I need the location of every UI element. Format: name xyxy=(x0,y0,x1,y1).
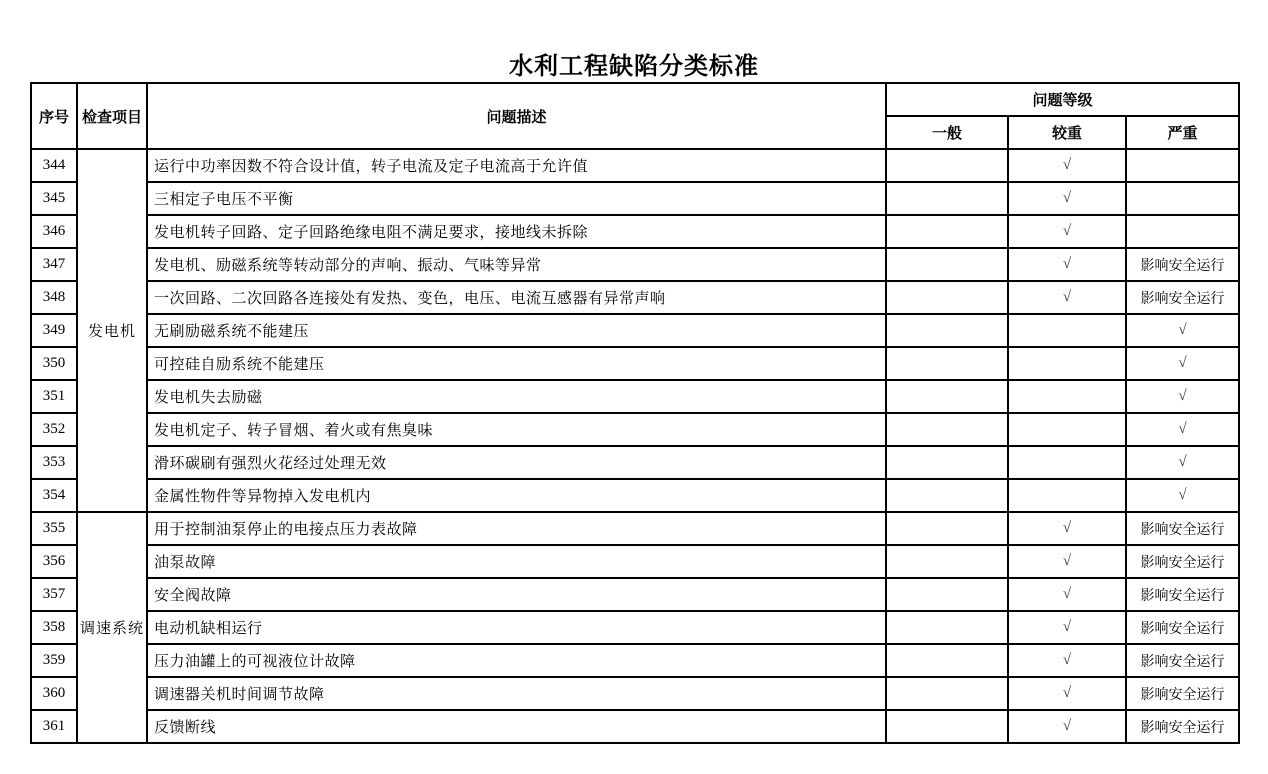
level-moderate-cell: √ xyxy=(1008,215,1126,248)
table-row xyxy=(31,347,1239,380)
level-general-cell xyxy=(886,314,1008,347)
level-general-cell xyxy=(886,347,1008,380)
problem-description-cell: 调速器关机时间调节故障 xyxy=(147,677,886,710)
row-serial-number: 359 xyxy=(31,644,77,677)
table-row xyxy=(31,281,1239,314)
table-row xyxy=(31,149,1239,182)
level-severe-cell: 影响安全运行 xyxy=(1126,512,1239,545)
problem-description-cell: 无刷励磁系统不能建压 xyxy=(147,314,886,347)
row-serial-number: 353 xyxy=(31,446,77,479)
level-general-cell xyxy=(886,611,1008,644)
problem-description-cell: 安全阀故障 xyxy=(147,578,886,611)
level-severe-cell xyxy=(1126,215,1239,248)
level-severe-cell xyxy=(1126,182,1239,215)
level-moderate-cell: √ xyxy=(1008,149,1126,182)
row-serial-number: 357 xyxy=(31,578,77,611)
row-serial-number: 349 xyxy=(31,314,77,347)
level-severe-cell: 影响安全运行 xyxy=(1126,248,1239,281)
level-general-cell xyxy=(886,149,1008,182)
level-general-cell xyxy=(886,413,1008,446)
level-general-cell xyxy=(886,644,1008,677)
level-moderate-cell xyxy=(1008,314,1126,347)
problem-description-cell: 压力油罐上的可视液位计故障 xyxy=(147,644,886,677)
row-serial-number: 345 xyxy=(31,182,77,215)
level-general-cell xyxy=(886,248,1008,281)
level-moderate-cell: √ xyxy=(1008,281,1126,314)
row-serial-number: 350 xyxy=(31,347,77,380)
level-moderate-cell xyxy=(1008,479,1126,512)
problem-description-cell: 金属性物件等异物掉入发电机内 xyxy=(147,479,886,512)
table-row xyxy=(31,710,1239,743)
level-severe-cell: 影响安全运行 xyxy=(1126,611,1239,644)
table-row xyxy=(31,446,1239,479)
level-moderate-cell: √ xyxy=(1008,545,1126,578)
row-serial-number: 360 xyxy=(31,677,77,710)
row-serial-number: 358 xyxy=(31,611,77,644)
problem-description-cell: 油泵故障 xyxy=(147,545,886,578)
table-row xyxy=(31,314,1239,347)
table-row xyxy=(31,380,1239,413)
defect-classification-table xyxy=(30,82,1240,744)
level-moderate-cell: √ xyxy=(1008,644,1126,677)
problem-description-cell: 运行中功率因数不符合设计值，转子电流及定子电流高于允许值 xyxy=(147,149,886,182)
table-row xyxy=(31,512,1239,545)
level-moderate-cell: √ xyxy=(1008,578,1126,611)
inspection-item-group: 发电机 xyxy=(77,149,147,512)
level-moderate-cell: √ xyxy=(1008,182,1126,215)
header-serial-number: 序号 xyxy=(31,83,77,149)
level-severe-cell: √ xyxy=(1126,314,1239,347)
level-severe-cell xyxy=(1126,149,1239,182)
header-level-moderate: 较重 xyxy=(1008,116,1126,149)
level-severe-cell: 影响安全运行 xyxy=(1126,644,1239,677)
row-serial-number: 347 xyxy=(31,248,77,281)
problem-description-cell: 三相定子电压不平衡 xyxy=(147,182,886,215)
row-serial-number: 354 xyxy=(31,479,77,512)
header-problem-description: 问题描述 xyxy=(147,83,886,149)
problem-description-cell: 电动机缺相运行 xyxy=(147,611,886,644)
problem-description-cell: 可控硅自励系统不能建压 xyxy=(147,347,886,380)
table-row xyxy=(31,611,1239,644)
inspection-item-group: 调速系统 xyxy=(77,512,147,743)
row-serial-number: 351 xyxy=(31,380,77,413)
row-serial-number: 348 xyxy=(31,281,77,314)
level-severe-cell: √ xyxy=(1126,446,1239,479)
row-serial-number: 352 xyxy=(31,413,77,446)
problem-description-cell: 发电机定子、转子冒烟、着火或有焦臭味 xyxy=(147,413,886,446)
table-row xyxy=(31,677,1239,710)
level-general-cell xyxy=(886,710,1008,743)
header-inspection-item: 检查项目 xyxy=(77,83,147,149)
level-severe-cell: 影响安全运行 xyxy=(1126,710,1239,743)
table-row xyxy=(31,413,1239,446)
level-general-cell xyxy=(886,479,1008,512)
level-severe-cell: 影响安全运行 xyxy=(1126,578,1239,611)
level-general-cell xyxy=(886,281,1008,314)
level-moderate-cell: √ xyxy=(1008,677,1126,710)
row-serial-number: 356 xyxy=(31,545,77,578)
level-moderate-cell: √ xyxy=(1008,248,1126,281)
table-row xyxy=(31,182,1239,215)
header-level-general: 一般 xyxy=(886,116,1008,149)
row-serial-number: 355 xyxy=(31,512,77,545)
level-severe-cell: 影响安全运行 xyxy=(1126,545,1239,578)
level-severe-cell: √ xyxy=(1126,479,1239,512)
table-row xyxy=(31,578,1239,611)
problem-description-cell: 滑环碳刷有强烈火花经过处理无效 xyxy=(147,446,886,479)
table-row xyxy=(31,545,1239,578)
problem-description-cell: 用于控制油泵停止的电接点压力表故障 xyxy=(147,512,886,545)
level-moderate-cell: √ xyxy=(1008,512,1126,545)
level-severe-cell: √ xyxy=(1126,380,1239,413)
level-general-cell xyxy=(886,215,1008,248)
problem-description-cell: 发电机失去励磁 xyxy=(147,380,886,413)
level-severe-cell: √ xyxy=(1126,347,1239,380)
level-general-cell xyxy=(886,677,1008,710)
level-moderate-cell xyxy=(1008,380,1126,413)
page-title: 水利工程缺陷分类标准 xyxy=(509,53,759,80)
level-general-cell xyxy=(886,512,1008,545)
table-row xyxy=(31,215,1239,248)
level-moderate-cell xyxy=(1008,413,1126,446)
level-general-cell xyxy=(886,578,1008,611)
row-serial-number: 346 xyxy=(31,215,77,248)
header-problem-level: 问题等级 xyxy=(886,83,1239,116)
table-body xyxy=(31,149,1239,743)
level-general-cell xyxy=(886,545,1008,578)
level-general-cell xyxy=(886,380,1008,413)
problem-description-cell: 一次回路、二次回路各连接处有发热、变色，电压、电流互感器有异常声响 xyxy=(147,281,886,314)
problem-description-cell: 发电机、励磁系统等转动部分的声响、振动、气味等异常 xyxy=(147,248,886,281)
table-row xyxy=(31,479,1239,512)
level-moderate-cell: √ xyxy=(1008,611,1126,644)
level-general-cell xyxy=(886,446,1008,479)
level-general-cell xyxy=(886,182,1008,215)
level-moderate-cell xyxy=(1008,347,1126,380)
problem-description-cell: 发电机转子回路、定子回路绝缘电阻不满足要求，接地线未拆除 xyxy=(147,215,886,248)
level-moderate-cell xyxy=(1008,446,1126,479)
level-severe-cell: 影响安全运行 xyxy=(1126,677,1239,710)
header-row-main xyxy=(31,83,1239,116)
level-severe-cell: √ xyxy=(1126,413,1239,446)
table-row xyxy=(31,644,1239,677)
problem-description-cell: 反馈断线 xyxy=(147,710,886,743)
level-severe-cell: 影响安全运行 xyxy=(1126,281,1239,314)
level-moderate-cell: √ xyxy=(1008,710,1126,743)
row-serial-number: 361 xyxy=(31,710,77,743)
table-row xyxy=(31,248,1239,281)
row-serial-number: 344 xyxy=(31,149,77,182)
header-level-severe: 严重 xyxy=(1126,116,1239,149)
